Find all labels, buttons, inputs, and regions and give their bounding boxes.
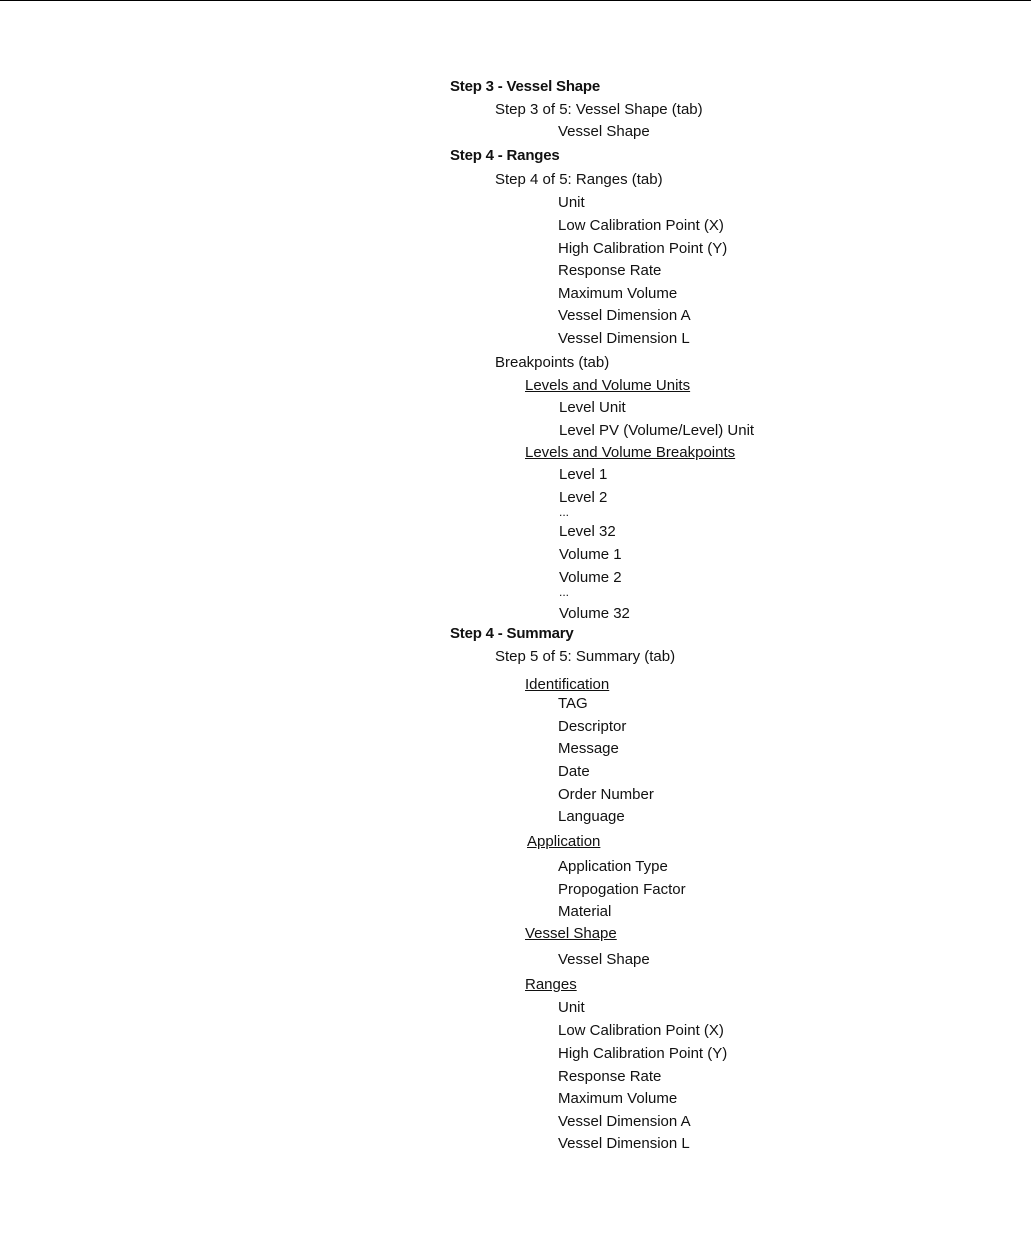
ranges-item-vessel-dimension-a: Vessel Dimension A	[558, 1113, 691, 1130]
identification-item-language: Language	[558, 808, 625, 825]
step4-item-low-calibration: Low Calibration Point (X)	[558, 217, 724, 234]
ranges-item-maximum-volume: Maximum Volume	[558, 1090, 678, 1107]
identification-item-order-number: Order Number	[558, 786, 654, 803]
ranges-item-response-rate: Response Rate	[558, 1068, 662, 1085]
ranges-item-low-calibration: Low Calibration Point (X)	[558, 1022, 724, 1039]
identification-item-descriptor: Descriptor	[558, 718, 627, 735]
units-item-level-unit: Level Unit	[559, 399, 626, 416]
breakpoint-level-2: Level 2	[559, 489, 608, 506]
step4-item-high-calibration: High Calibration Point (Y)	[558, 240, 728, 257]
breakpoint-level-32: Level 32	[559, 523, 616, 540]
summary-tab: Step 5 of 5: Summary (tab)	[495, 648, 676, 665]
application-item-propogation-factor: Propogation Factor	[558, 881, 686, 898]
top-border-rule	[0, 0, 1031, 1]
identification-item-message: Message	[558, 740, 619, 757]
summary-heading: Step 4 - Summary	[450, 625, 574, 642]
step3-item-vessel-shape: Vessel Shape	[558, 123, 650, 140]
identification-item-date: Date	[558, 763, 590, 780]
breakpoint-volume-2: Volume 2	[559, 569, 622, 586]
breakpoint-volume-1: Volume 1	[559, 546, 622, 563]
ranges-item-unit: Unit	[558, 999, 585, 1016]
step4-item-maximum-volume: Maximum Volume	[558, 285, 678, 302]
ranges-section: Ranges	[525, 976, 577, 993]
breakpoint-volume-32: Volume 32	[559, 605, 630, 622]
identification-section: Identification	[525, 676, 610, 693]
step4-heading: Step 4 - Ranges	[450, 147, 560, 164]
application-item-type: Application Type	[558, 858, 668, 875]
step3-heading: Step 3 - Vessel Shape	[450, 78, 601, 95]
identification-item-tag: TAG	[558, 695, 588, 712]
step4-item-unit: Unit	[558, 194, 585, 211]
levels-volume-units-section: Levels and Volume Units	[525, 377, 691, 394]
ranges-item-high-calibration: High Calibration Point (Y)	[558, 1045, 728, 1062]
step4-item-vessel-dimension-a: Vessel Dimension A	[558, 307, 691, 324]
breakpoints-tab: Breakpoints (tab)	[495, 354, 610, 371]
step4-item-vessel-dimension-l: Vessel Dimension L	[558, 330, 690, 347]
breakpoint-level-ellipsis: ...	[559, 505, 570, 519]
step4-item-response-rate: Response Rate	[558, 262, 662, 279]
application-section: Application	[527, 833, 601, 850]
levels-volume-breakpoints-section: Levels and Volume Breakpoints	[525, 444, 736, 461]
application-item-material: Material	[558, 903, 612, 920]
breakpoint-level-1: Level 1	[559, 466, 608, 483]
step4-tab: Step 4 of 5: Ranges (tab)	[495, 171, 663, 188]
step3-tab: Step 3 of 5: Vessel Shape (tab)	[495, 101, 703, 118]
ranges-item-vessel-dimension-l: Vessel Dimension L	[558, 1135, 690, 1152]
units-item-level-pv-unit: Level PV (Volume/Level) Unit	[559, 422, 755, 439]
breakpoint-volume-ellipsis: ...	[559, 585, 570, 599]
vessel-shape-section: Vessel Shape	[525, 925, 617, 942]
vessel-shape-item: Vessel Shape	[558, 951, 650, 968]
